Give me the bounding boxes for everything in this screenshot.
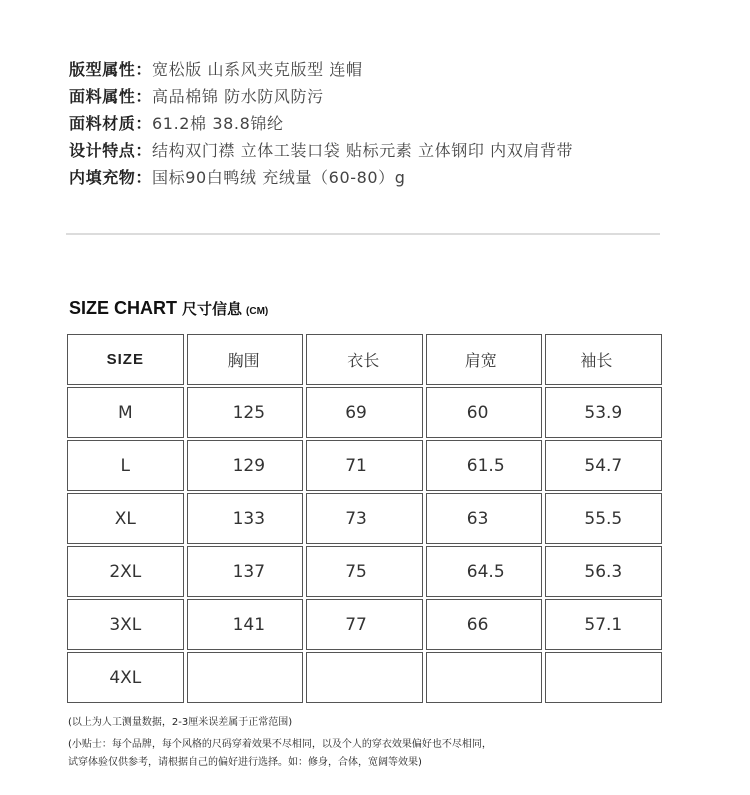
- attribute-value: 国标90白鸭绒 充绒量（60-80）g: [152, 168, 406, 187]
- table-row: [67, 546, 662, 597]
- table-cell: [306, 387, 423, 438]
- shoulder-value: 66: [466, 614, 489, 635]
- table-cell: [426, 599, 543, 650]
- sleeve-value: 56.3: [584, 561, 623, 582]
- table-cell: [67, 652, 184, 703]
- table-cell: [545, 440, 662, 491]
- header-cell: [426, 334, 543, 385]
- attribute-label: 设计特点：: [69, 141, 153, 160]
- attribute-label: 内填充物：: [69, 168, 153, 187]
- chest-value: 133: [232, 508, 266, 529]
- table-cell: [545, 599, 662, 650]
- chest-value: 129: [232, 455, 266, 476]
- table-cell: [306, 440, 423, 491]
- table-cell: [187, 493, 304, 544]
- size-chart-title-en: SIZE CHART: [69, 298, 177, 318]
- size-value: 3XL: [109, 614, 142, 635]
- header-cell: [545, 334, 662, 385]
- tip-note-line-1: (小贴士：每个品牌，每个风格的尺码穿着效果不尽相同，以及个人的穿衣效果偏好也不尽相同，: [68, 739, 492, 750]
- length-value: 73: [345, 508, 367, 529]
- table-row: [67, 440, 662, 491]
- sleeve-value: 54.7: [584, 455, 623, 476]
- size-chart-title: [69, 298, 268, 319]
- header-size-label: SIZE: [106, 351, 144, 368]
- length-value: 71: [345, 455, 367, 476]
- attribute-row: [69, 137, 573, 164]
- size-chart-unit: (CM): [246, 306, 269, 317]
- chest-value: 125: [232, 402, 266, 423]
- header-cell: [67, 334, 184, 385]
- size-chart-title-cn: 尺寸信息: [182, 300, 243, 318]
- table-cell: [187, 546, 304, 597]
- table-cell: [426, 440, 543, 491]
- chest-value: 137: [232, 561, 266, 582]
- table-cell: [426, 493, 543, 544]
- table-row: [67, 652, 662, 703]
- size-value: M: [117, 402, 133, 423]
- size-value: 4XL: [109, 667, 142, 688]
- sleeve-value: 53.9: [584, 402, 623, 423]
- table-cell: [187, 440, 304, 491]
- product-attributes: [69, 56, 573, 191]
- attribute-value: 61.2棉 38.8锦纶: [152, 114, 284, 133]
- header-chest-label: 胸围: [227, 351, 260, 370]
- table-row: [67, 387, 662, 438]
- table-cell: [545, 493, 662, 544]
- table-cell: [67, 493, 184, 544]
- table-cell: [426, 546, 543, 597]
- length-value: 75: [345, 561, 367, 582]
- attribute-label: 面料属性：: [69, 87, 153, 106]
- table-cell: [306, 546, 423, 597]
- tip-note-line-2: 试穿体验仅供参考，请根据自己的偏好进行选择。如：修身，合体，宽阔等效果): [68, 757, 422, 768]
- attribute-label: 版型属性：: [69, 60, 153, 79]
- attribute-row: [69, 110, 573, 137]
- table-cell: [306, 599, 423, 650]
- size-notes: [68, 714, 492, 772]
- attribute-value: 结构双门襟 立体工装口袋 贴标元素 立体钢印 内双肩背带: [152, 141, 574, 160]
- section-divider: [66, 233, 660, 235]
- chest-value: 141: [232, 614, 266, 635]
- table-cell: [67, 440, 184, 491]
- table-header-row: [67, 334, 662, 385]
- shoulder-value: 60: [466, 402, 489, 423]
- size-value: 2XL: [109, 561, 142, 582]
- shoulder-value: 63: [466, 508, 489, 529]
- table-cell: [187, 652, 304, 703]
- table-cell: [306, 493, 423, 544]
- attribute-label: 面料材质：: [69, 114, 153, 133]
- shoulder-value: 61.5: [466, 455, 505, 476]
- measurement-note: (以上为人工测量数据，2-3厘米误差属于正常范围): [68, 717, 293, 728]
- length-value: 77: [345, 614, 367, 635]
- table-cell: [67, 599, 184, 650]
- table-cell: [67, 546, 184, 597]
- table-cell: [545, 546, 662, 597]
- header-cell: [306, 334, 423, 385]
- attribute-value: 高品棉锦 防水防风防污: [152, 87, 324, 106]
- attribute-value: 宽松版 山系风夹克版型 连帽: [152, 60, 363, 79]
- table-cell: [306, 652, 423, 703]
- sleeve-value: 55.5: [584, 508, 623, 529]
- table-cell: [426, 652, 543, 703]
- table-cell: [67, 387, 184, 438]
- table-cell: [545, 652, 662, 703]
- size-chart-table: [67, 334, 662, 705]
- attribute-row: [69, 83, 573, 110]
- shoulder-value: 64.5: [466, 561, 505, 582]
- length-value: 69: [345, 402, 367, 423]
- attribute-row: [69, 164, 573, 191]
- header-length-label: 衣长: [347, 351, 380, 370]
- table-cell: [187, 387, 304, 438]
- table-row: [67, 599, 662, 650]
- header-sleeve-label: 袖长: [580, 351, 613, 370]
- header-cell: [187, 334, 304, 385]
- size-value: L: [120, 455, 131, 476]
- size-value: XL: [114, 508, 136, 529]
- attribute-row: [69, 56, 573, 83]
- sleeve-value: 57.1: [584, 614, 623, 635]
- table-cell: [426, 387, 543, 438]
- table-cell: [545, 387, 662, 438]
- table-cell: [187, 599, 304, 650]
- header-shoulder-label: 肩宽: [464, 351, 497, 370]
- table-row: [67, 493, 662, 544]
